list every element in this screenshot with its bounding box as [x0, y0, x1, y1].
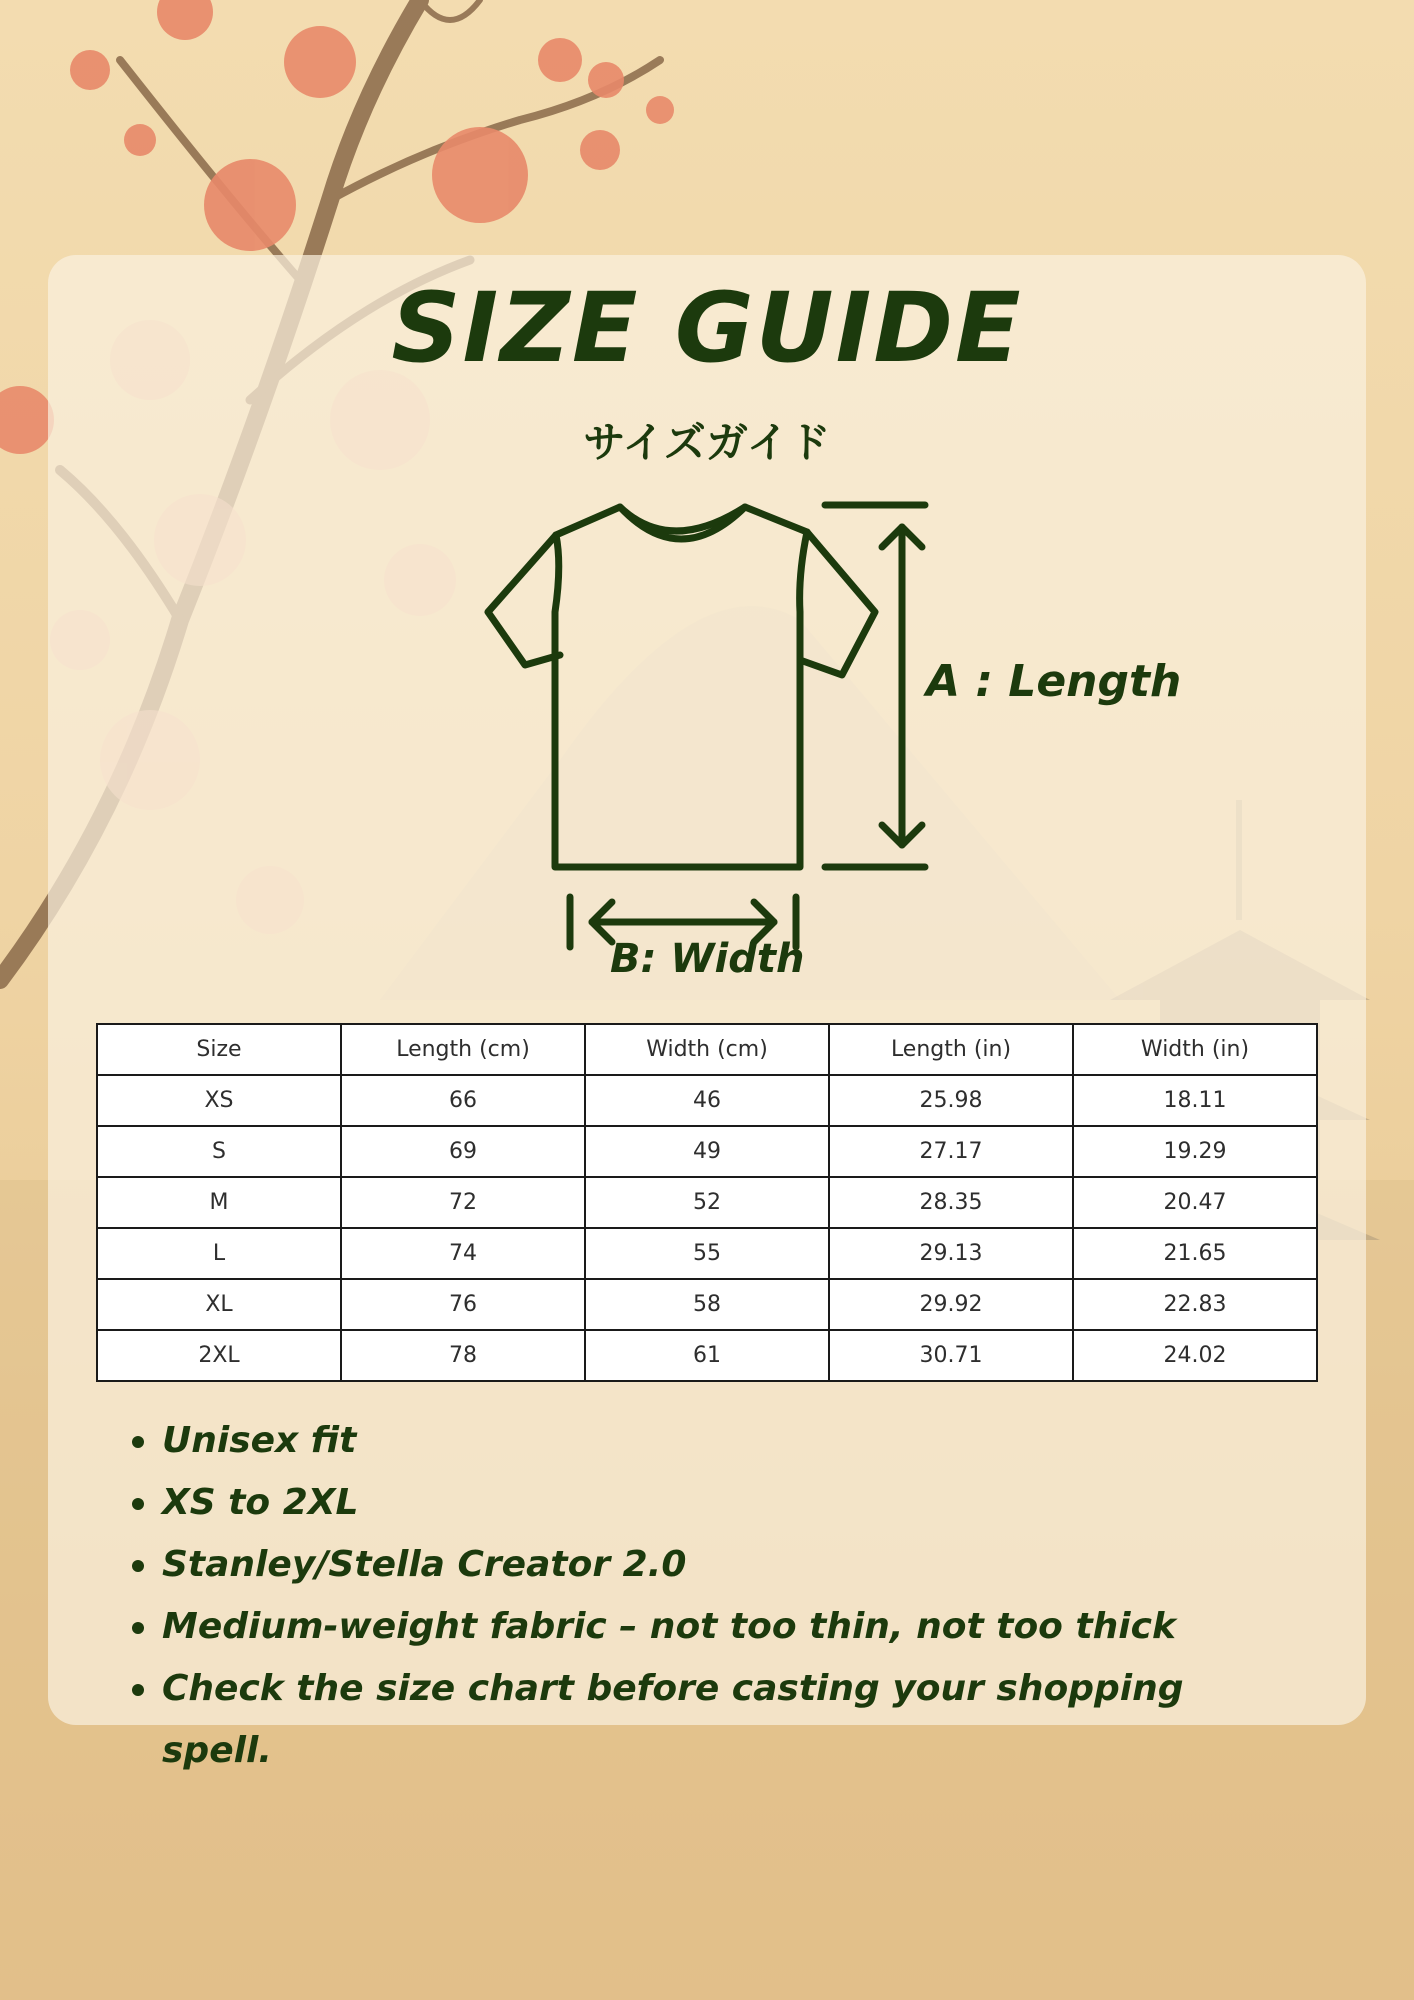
length-label: A : Length: [926, 656, 1182, 707]
tshirt-icon: [488, 507, 875, 867]
table-cell: 69: [341, 1126, 585, 1177]
tshirt-diagram: [470, 495, 950, 995]
size-table: [96, 1023, 1318, 1382]
column-header: Length (cm): [341, 1024, 585, 1075]
table-cell: 29.13: [829, 1228, 1073, 1279]
list-item: Stanley/Stella Creator 2.0: [96, 1534, 1296, 1596]
table-cell: 25.98: [829, 1075, 1073, 1126]
table-cell: 58: [585, 1279, 829, 1330]
list-item: Medium-weight fabric – not too thin, not too thick: [96, 1596, 1296, 1658]
table-row: [97, 1075, 1317, 1126]
table-cell: 76: [341, 1279, 585, 1330]
table-cell: 72: [341, 1177, 585, 1228]
table-cell: 2XL: [97, 1330, 341, 1381]
table-cell: 27.17: [829, 1126, 1073, 1177]
table-cell: 66: [341, 1075, 585, 1126]
table-row: [97, 1126, 1317, 1177]
column-header: Size: [97, 1024, 341, 1075]
table-cell: 22.83: [1073, 1279, 1317, 1330]
table-row: [97, 1177, 1317, 1228]
list-item: Unisex fit: [96, 1410, 1296, 1472]
table-cell: S: [97, 1126, 341, 1177]
table-cell: 21.65: [1073, 1228, 1317, 1279]
table-cell: 30.71: [829, 1330, 1073, 1381]
table-cell: 46: [585, 1075, 829, 1126]
table-cell: 49: [585, 1126, 829, 1177]
table-cell: L: [97, 1228, 341, 1279]
table-cell: XS: [97, 1075, 341, 1126]
table-cell: XL: [97, 1279, 341, 1330]
table-row: [97, 1228, 1317, 1279]
table-row: [97, 1279, 1317, 1330]
length-arrow-icon: [825, 505, 925, 867]
table-cell: M: [97, 1177, 341, 1228]
table-cell: 28.35: [829, 1177, 1073, 1228]
column-header: Width (cm): [585, 1024, 829, 1075]
table-cell: 74: [341, 1228, 585, 1279]
table-cell: 18.11: [1073, 1075, 1317, 1126]
list-item: Check the size chart before casting your shopping spell.: [96, 1658, 1296, 1720]
table-cell: 19.29: [1073, 1126, 1317, 1177]
width-label: B: Width: [610, 936, 805, 982]
column-header: Width (in): [1073, 1024, 1317, 1075]
table-cell: 52: [585, 1177, 829, 1228]
table-cell: 78: [341, 1330, 585, 1381]
table-cell: 24.02: [1073, 1330, 1317, 1381]
page-title: SIZE GUIDE: [391, 272, 1023, 384]
table-row: [97, 1330, 1317, 1381]
table-cell: 55: [585, 1228, 829, 1279]
feature-list: [96, 1410, 1296, 1771]
table-cell: 61: [585, 1330, 829, 1381]
column-header: Length (in): [829, 1024, 1073, 1075]
list-item: XS to 2XL: [96, 1472, 1296, 1534]
page-subtitle: サイズガイド: [583, 418, 831, 467]
table-cell: 29.92: [829, 1279, 1073, 1330]
table-header-row: [97, 1024, 1317, 1075]
table-cell: 20.47: [1073, 1177, 1317, 1228]
